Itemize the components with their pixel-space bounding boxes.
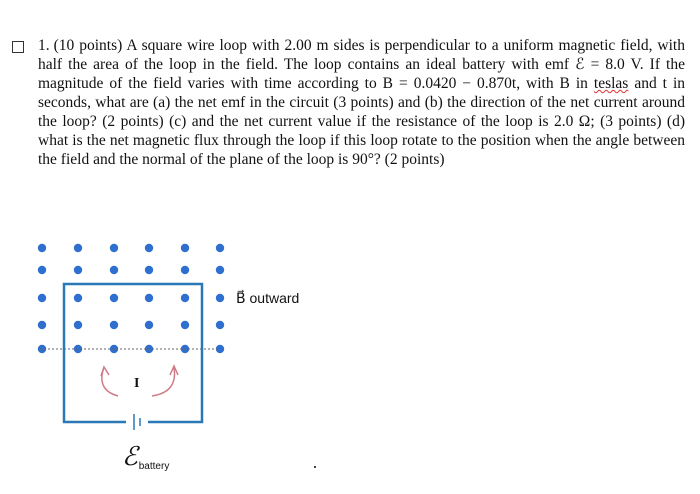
field-dot xyxy=(74,244,82,252)
field-dot xyxy=(216,321,224,329)
current-label: I xyxy=(134,376,140,391)
field-dot xyxy=(38,321,46,329)
problem-number: 1. xyxy=(38,37,50,54)
stray-dot xyxy=(314,466,316,468)
loop-diagram xyxy=(0,220,320,480)
field-dot xyxy=(145,321,153,329)
emf-symbol: ℰ xyxy=(122,442,138,471)
field-dot xyxy=(110,244,118,252)
field-dot xyxy=(74,266,82,274)
field-dot xyxy=(216,244,224,252)
field-dot xyxy=(181,294,189,302)
problem-text: (10 points) A square wire loop with 2.00 m sides is perpendicular to a uniform magnetic field, with half the area of the loop in the field. The loop contains an ideal battery with emf ℰ = 8.0 V. If the magnitude of the field varies with time according to B = 0.0420 − 0.870t, with B in xyxy=(38,37,685,92)
field-dot xyxy=(145,266,153,274)
wire-loop xyxy=(64,284,202,422)
field-direction-label: B⃗ outward xyxy=(236,290,300,306)
problem-statement xyxy=(38,36,685,169)
field-dot xyxy=(38,266,46,274)
field-dot xyxy=(216,294,224,302)
field-dot xyxy=(38,294,46,302)
field-dot xyxy=(110,294,118,302)
field-dot xyxy=(181,244,189,252)
battery-emf-label xyxy=(122,442,169,472)
emf-subscript: battery xyxy=(138,461,170,472)
question-checkbox[interactable] xyxy=(12,41,24,53)
problem-text-continued: and t in seconds, what are (a) the net emf in the circuit (3 points) and (b) the direction of the net current around the loop? (2 points) (c) and the net current value if the resistance of the loop is 2.0 Ω; (3 points) (d) what is the net magnetic flux through the loop if this loop rotate to the position when the angle between the field and the normal of the plane of the loop is 90°? (2 points) xyxy=(38,75,685,168)
field-dot xyxy=(38,244,46,252)
field-dot xyxy=(145,244,153,252)
field-dot xyxy=(110,266,118,274)
field-dot xyxy=(110,321,118,329)
field-dot xyxy=(74,321,82,329)
current-arrow-left xyxy=(102,367,118,396)
field-dot xyxy=(216,266,224,274)
battery-gap xyxy=(126,416,148,428)
spellcheck-word: teslas xyxy=(593,75,629,92)
field-dots xyxy=(38,244,224,353)
field-dot xyxy=(145,294,153,302)
field-dot xyxy=(181,266,189,274)
current-arrowhead-left xyxy=(101,367,109,376)
field-dot xyxy=(181,321,189,329)
field-dot xyxy=(74,294,82,302)
